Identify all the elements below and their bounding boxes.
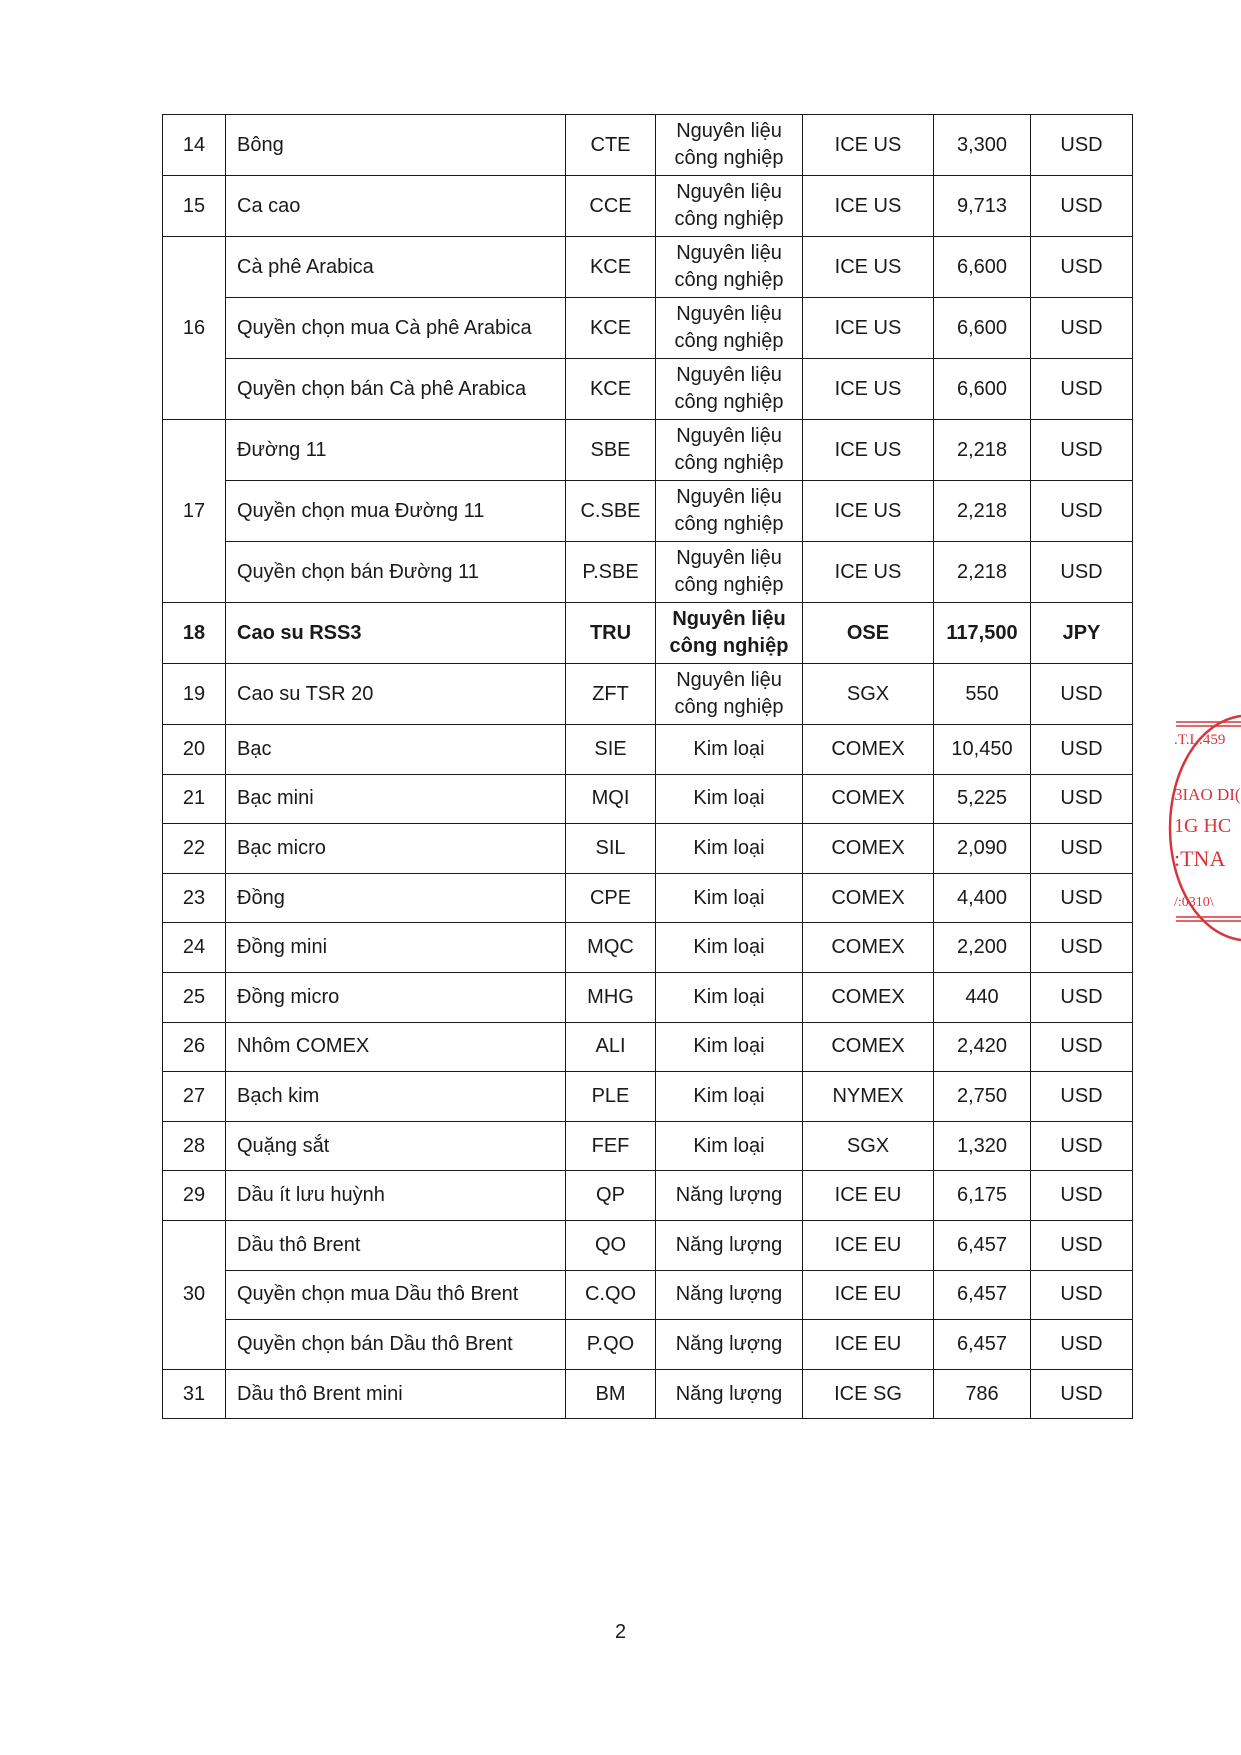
product-code: PLE bbox=[566, 1072, 656, 1122]
row-number: 18 bbox=[163, 603, 226, 664]
category-line: công nghiệp bbox=[674, 269, 784, 291]
product-code: ALI bbox=[566, 1022, 656, 1072]
product-category bbox=[656, 481, 803, 542]
row-number: 26 bbox=[163, 1022, 226, 1072]
category-line: Nguyên liệu bbox=[672, 608, 786, 630]
table-row bbox=[163, 237, 1133, 298]
exchange: ICE US bbox=[803, 298, 934, 359]
currency: USD bbox=[1031, 176, 1133, 237]
category-line: Năng lượng bbox=[675, 1184, 783, 1207]
stamp-text: :TNA bbox=[1174, 846, 1226, 871]
row-number: 17 bbox=[163, 420, 226, 603]
currency: USD bbox=[1031, 542, 1133, 603]
row-number: 24 bbox=[163, 923, 226, 973]
row-number: 29 bbox=[163, 1171, 226, 1221]
product-name: Quyền chọn bán Cà phê Arabica bbox=[226, 359, 566, 420]
category-line: công nghiệp bbox=[674, 330, 784, 352]
product-name: Đồng micro bbox=[226, 972, 566, 1022]
currency: USD bbox=[1031, 1270, 1133, 1320]
product-category bbox=[656, 603, 803, 664]
table-row bbox=[163, 1270, 1133, 1320]
exchange: ICE EU bbox=[803, 1171, 934, 1221]
margin-value: 2,200 bbox=[934, 923, 1031, 973]
product-code: QO bbox=[566, 1220, 656, 1270]
category-line: Kim loại bbox=[693, 1035, 765, 1058]
table-body bbox=[163, 115, 1133, 1419]
product-code: SBE bbox=[566, 420, 656, 481]
margin-value: 2,750 bbox=[934, 1072, 1031, 1122]
table-row bbox=[163, 298, 1133, 359]
table-row bbox=[163, 359, 1133, 420]
margin-value: 6,600 bbox=[934, 237, 1031, 298]
product-name: Bông bbox=[226, 115, 566, 176]
product-name: Cao su TSR 20 bbox=[226, 664, 566, 725]
product-name: Dầu thô Brent bbox=[226, 1220, 566, 1270]
stamp-text: 3IAO DI( bbox=[1174, 785, 1241, 804]
margin-value: 6,175 bbox=[934, 1171, 1031, 1221]
exchange: ICE EU bbox=[803, 1220, 934, 1270]
product-category bbox=[656, 1320, 803, 1370]
exchange: SGX bbox=[803, 1121, 934, 1171]
currency: USD bbox=[1031, 725, 1133, 775]
product-category bbox=[656, 1220, 803, 1270]
product-name: Quyền chọn bán Đường 11 bbox=[226, 542, 566, 603]
product-code: CTE bbox=[566, 115, 656, 176]
product-code: P.QO bbox=[566, 1320, 656, 1370]
row-number: 30 bbox=[163, 1220, 226, 1369]
margin-value: 2,420 bbox=[934, 1022, 1031, 1072]
currency: USD bbox=[1031, 923, 1133, 973]
product-code: KCE bbox=[566, 359, 656, 420]
currency: USD bbox=[1031, 1320, 1133, 1370]
product-code: TRU bbox=[566, 603, 656, 664]
table-row bbox=[163, 542, 1133, 603]
exchange: ICE US bbox=[803, 176, 934, 237]
exchange: ICE EU bbox=[803, 1270, 934, 1320]
currency: JPY bbox=[1031, 603, 1133, 664]
product-name: Quyền chọn mua Đường 11 bbox=[226, 481, 566, 542]
table-row bbox=[163, 176, 1133, 237]
exchange: ICE US bbox=[803, 115, 934, 176]
category-line: công nghiệp bbox=[669, 635, 789, 657]
table-row bbox=[163, 972, 1133, 1022]
product-name: Đường 11 bbox=[226, 420, 566, 481]
product-code: CCE bbox=[566, 176, 656, 237]
product-name: Bạc bbox=[226, 725, 566, 775]
currency: USD bbox=[1031, 664, 1133, 725]
product-category bbox=[656, 1369, 803, 1419]
product-category bbox=[656, 359, 803, 420]
category-line: Nguyên liệu bbox=[676, 303, 782, 325]
exchange: COMEX bbox=[803, 972, 934, 1022]
table-row bbox=[163, 1220, 1133, 1270]
exchange: ICE SG bbox=[803, 1369, 934, 1419]
row-number: 31 bbox=[163, 1369, 226, 1419]
table-row bbox=[163, 481, 1133, 542]
row-number: 15 bbox=[163, 176, 226, 237]
table-row bbox=[163, 725, 1133, 775]
exchange: ICE EU bbox=[803, 1320, 934, 1370]
product-category bbox=[656, 115, 803, 176]
row-number: 25 bbox=[163, 972, 226, 1022]
exchange: COMEX bbox=[803, 1022, 934, 1072]
currency: USD bbox=[1031, 298, 1133, 359]
category-line: Năng lượng bbox=[675, 1283, 783, 1306]
product-category bbox=[656, 176, 803, 237]
category-line: công nghiệp bbox=[674, 208, 784, 230]
product-category bbox=[656, 774, 803, 824]
product-code: KCE bbox=[566, 298, 656, 359]
currency: USD bbox=[1031, 774, 1133, 824]
table-row bbox=[163, 1369, 1133, 1419]
category-line: Nguyên liệu bbox=[676, 425, 782, 447]
category-line: Năng lượng bbox=[675, 1382, 783, 1405]
product-name: Quyền chọn bán Dầu thô Brent bbox=[226, 1320, 566, 1370]
product-category bbox=[656, 824, 803, 874]
category-line: công nghiệp bbox=[674, 696, 784, 718]
product-name: Đồng bbox=[226, 873, 566, 923]
margin-value: 786 bbox=[934, 1369, 1031, 1419]
category-line: công nghiệp bbox=[674, 147, 784, 169]
margin-value: 10,450 bbox=[934, 725, 1031, 775]
margin-value: 6,457 bbox=[934, 1270, 1031, 1320]
product-name: Bạch kim bbox=[226, 1072, 566, 1122]
category-line: Năng lượng bbox=[675, 1332, 783, 1355]
product-name: Quyền chọn mua Cà phê Arabica bbox=[226, 298, 566, 359]
margin-value: 6,457 bbox=[934, 1320, 1031, 1370]
category-line: Kim loại bbox=[693, 787, 765, 810]
product-category bbox=[656, 1270, 803, 1320]
product-name: Dầu ít lưu huỳnh bbox=[226, 1171, 566, 1221]
table-row bbox=[163, 1022, 1133, 1072]
product-code: FEF bbox=[566, 1121, 656, 1171]
product-code: KCE bbox=[566, 237, 656, 298]
margin-value: 2,090 bbox=[934, 824, 1031, 874]
table-row bbox=[163, 1171, 1133, 1221]
company-stamp bbox=[1168, 712, 1241, 944]
category-line: công nghiệp bbox=[674, 513, 784, 535]
product-code: MQI bbox=[566, 774, 656, 824]
category-line: Nguyên liệu bbox=[676, 364, 782, 386]
stamp-text: .T.L:459 bbox=[1174, 732, 1226, 748]
product-category bbox=[656, 542, 803, 603]
product-category bbox=[656, 972, 803, 1022]
category-line: Kim loại bbox=[693, 936, 765, 959]
category-line: Nguyên liệu bbox=[676, 181, 782, 203]
margin-value: 117,500 bbox=[934, 603, 1031, 664]
exchange: COMEX bbox=[803, 923, 934, 973]
product-code: P.SBE bbox=[566, 542, 656, 603]
exchange: ICE US bbox=[803, 359, 934, 420]
exchange: ICE US bbox=[803, 542, 934, 603]
category-line: Kim loại bbox=[693, 737, 765, 760]
table-row bbox=[163, 774, 1133, 824]
exchange: SGX bbox=[803, 664, 934, 725]
product-code: SIE bbox=[566, 725, 656, 775]
margin-value: 2,218 bbox=[934, 481, 1031, 542]
product-name: Đồng mini bbox=[226, 923, 566, 973]
category-line: Nguyên liệu bbox=[676, 120, 782, 142]
margin-value: 2,218 bbox=[934, 420, 1031, 481]
row-number: 19 bbox=[163, 664, 226, 725]
product-name: Quyền chọn mua Dầu thô Brent bbox=[226, 1270, 566, 1320]
product-name: Cà phê Arabica bbox=[226, 237, 566, 298]
margin-value: 1,320 bbox=[934, 1121, 1031, 1171]
currency: USD bbox=[1031, 359, 1133, 420]
category-line: Nguyên liệu bbox=[676, 669, 782, 691]
currency: USD bbox=[1031, 481, 1133, 542]
margin-value: 5,225 bbox=[934, 774, 1031, 824]
currency: USD bbox=[1031, 237, 1133, 298]
category-line: Kim loại bbox=[693, 985, 765, 1008]
table-row bbox=[163, 873, 1133, 923]
margin-value: 440 bbox=[934, 972, 1031, 1022]
product-category bbox=[656, 1072, 803, 1122]
category-line: Kim loại bbox=[693, 836, 765, 859]
product-code: ZFT bbox=[566, 664, 656, 725]
row-number: 28 bbox=[163, 1121, 226, 1171]
product-category bbox=[656, 725, 803, 775]
exchange: COMEX bbox=[803, 774, 934, 824]
category-line: Kim loại bbox=[693, 1134, 765, 1157]
exchange: COMEX bbox=[803, 824, 934, 874]
row-number: 21 bbox=[163, 774, 226, 824]
table-row bbox=[163, 603, 1133, 664]
product-category bbox=[656, 237, 803, 298]
category-line: công nghiệp bbox=[674, 574, 784, 596]
exchange: ICE US bbox=[803, 481, 934, 542]
category-line: công nghiệp bbox=[674, 391, 784, 413]
stamp-text: /:0310\ bbox=[1174, 895, 1214, 910]
product-code: MHG bbox=[566, 972, 656, 1022]
margin-value: 6,600 bbox=[934, 359, 1031, 420]
product-name: Bạc mini bbox=[226, 774, 566, 824]
exchange: NYMEX bbox=[803, 1072, 934, 1122]
stamp-graphic bbox=[1168, 712, 1241, 944]
product-name: Bạc micro bbox=[226, 824, 566, 874]
product-code: BM bbox=[566, 1369, 656, 1419]
category-line: Kim loại bbox=[693, 1084, 765, 1107]
product-code: C.QO bbox=[566, 1270, 656, 1320]
category-line: Năng lượng bbox=[675, 1233, 783, 1256]
row-number: 14 bbox=[163, 115, 226, 176]
row-number: 22 bbox=[163, 824, 226, 874]
table-row bbox=[163, 824, 1133, 874]
row-number: 16 bbox=[163, 237, 226, 420]
product-category bbox=[656, 1121, 803, 1171]
row-number: 27 bbox=[163, 1072, 226, 1122]
exchange: ICE US bbox=[803, 420, 934, 481]
row-number: 23 bbox=[163, 873, 226, 923]
exchange: OSE bbox=[803, 603, 934, 664]
category-line: Nguyên liệu bbox=[676, 486, 782, 508]
category-line: Nguyên liệu bbox=[676, 547, 782, 569]
product-name: Cao su RSS3 bbox=[226, 603, 566, 664]
product-name: Nhôm COMEX bbox=[226, 1022, 566, 1072]
category-line: Nguyên liệu bbox=[676, 242, 782, 264]
margin-value: 9,713 bbox=[934, 176, 1031, 237]
margin-value: 2,218 bbox=[934, 542, 1031, 603]
product-category bbox=[656, 664, 803, 725]
currency: USD bbox=[1031, 115, 1133, 176]
product-name: Dầu thô Brent mini bbox=[226, 1369, 566, 1419]
currency: USD bbox=[1031, 1022, 1133, 1072]
exchange: ICE US bbox=[803, 237, 934, 298]
product-code: MQC bbox=[566, 923, 656, 973]
table-row bbox=[163, 923, 1133, 973]
product-category bbox=[656, 1022, 803, 1072]
product-name: Quặng sắt bbox=[226, 1121, 566, 1171]
product-code: SIL bbox=[566, 824, 656, 874]
margin-table bbox=[162, 114, 1133, 1419]
row-number: 20 bbox=[163, 725, 226, 775]
currency: USD bbox=[1031, 1220, 1133, 1270]
exchange: COMEX bbox=[803, 873, 934, 923]
currency: USD bbox=[1031, 972, 1133, 1022]
page-number: 2 bbox=[614, 1621, 627, 1643]
currency: USD bbox=[1031, 1121, 1133, 1171]
table-row bbox=[163, 115, 1133, 176]
category-line: công nghiệp bbox=[674, 452, 784, 474]
product-category bbox=[656, 298, 803, 359]
stamp-text: 1G HC bbox=[1174, 815, 1232, 837]
product-category bbox=[656, 1171, 803, 1221]
product-category bbox=[656, 873, 803, 923]
table-row bbox=[163, 420, 1133, 481]
currency: USD bbox=[1031, 1171, 1133, 1221]
product-category bbox=[656, 923, 803, 973]
margin-value: 6,457 bbox=[934, 1220, 1031, 1270]
exchange: COMEX bbox=[803, 725, 934, 775]
margin-value: 3,300 bbox=[934, 115, 1031, 176]
table-row bbox=[163, 664, 1133, 725]
currency: USD bbox=[1031, 420, 1133, 481]
currency: USD bbox=[1031, 1072, 1133, 1122]
margin-value: 550 bbox=[934, 664, 1031, 725]
product-category bbox=[656, 420, 803, 481]
currency: USD bbox=[1031, 1369, 1133, 1419]
margin-value: 6,600 bbox=[934, 298, 1031, 359]
table-row bbox=[163, 1121, 1133, 1171]
product-code: C.SBE bbox=[566, 481, 656, 542]
category-line: Kim loại bbox=[693, 886, 765, 909]
product-code: CPE bbox=[566, 873, 656, 923]
product-code: QP bbox=[566, 1171, 656, 1221]
currency: USD bbox=[1031, 873, 1133, 923]
product-name: Ca cao bbox=[226, 176, 566, 237]
currency: USD bbox=[1031, 824, 1133, 874]
table-row bbox=[163, 1072, 1133, 1122]
table-row bbox=[163, 1320, 1133, 1370]
margin-value: 4,400 bbox=[934, 873, 1031, 923]
